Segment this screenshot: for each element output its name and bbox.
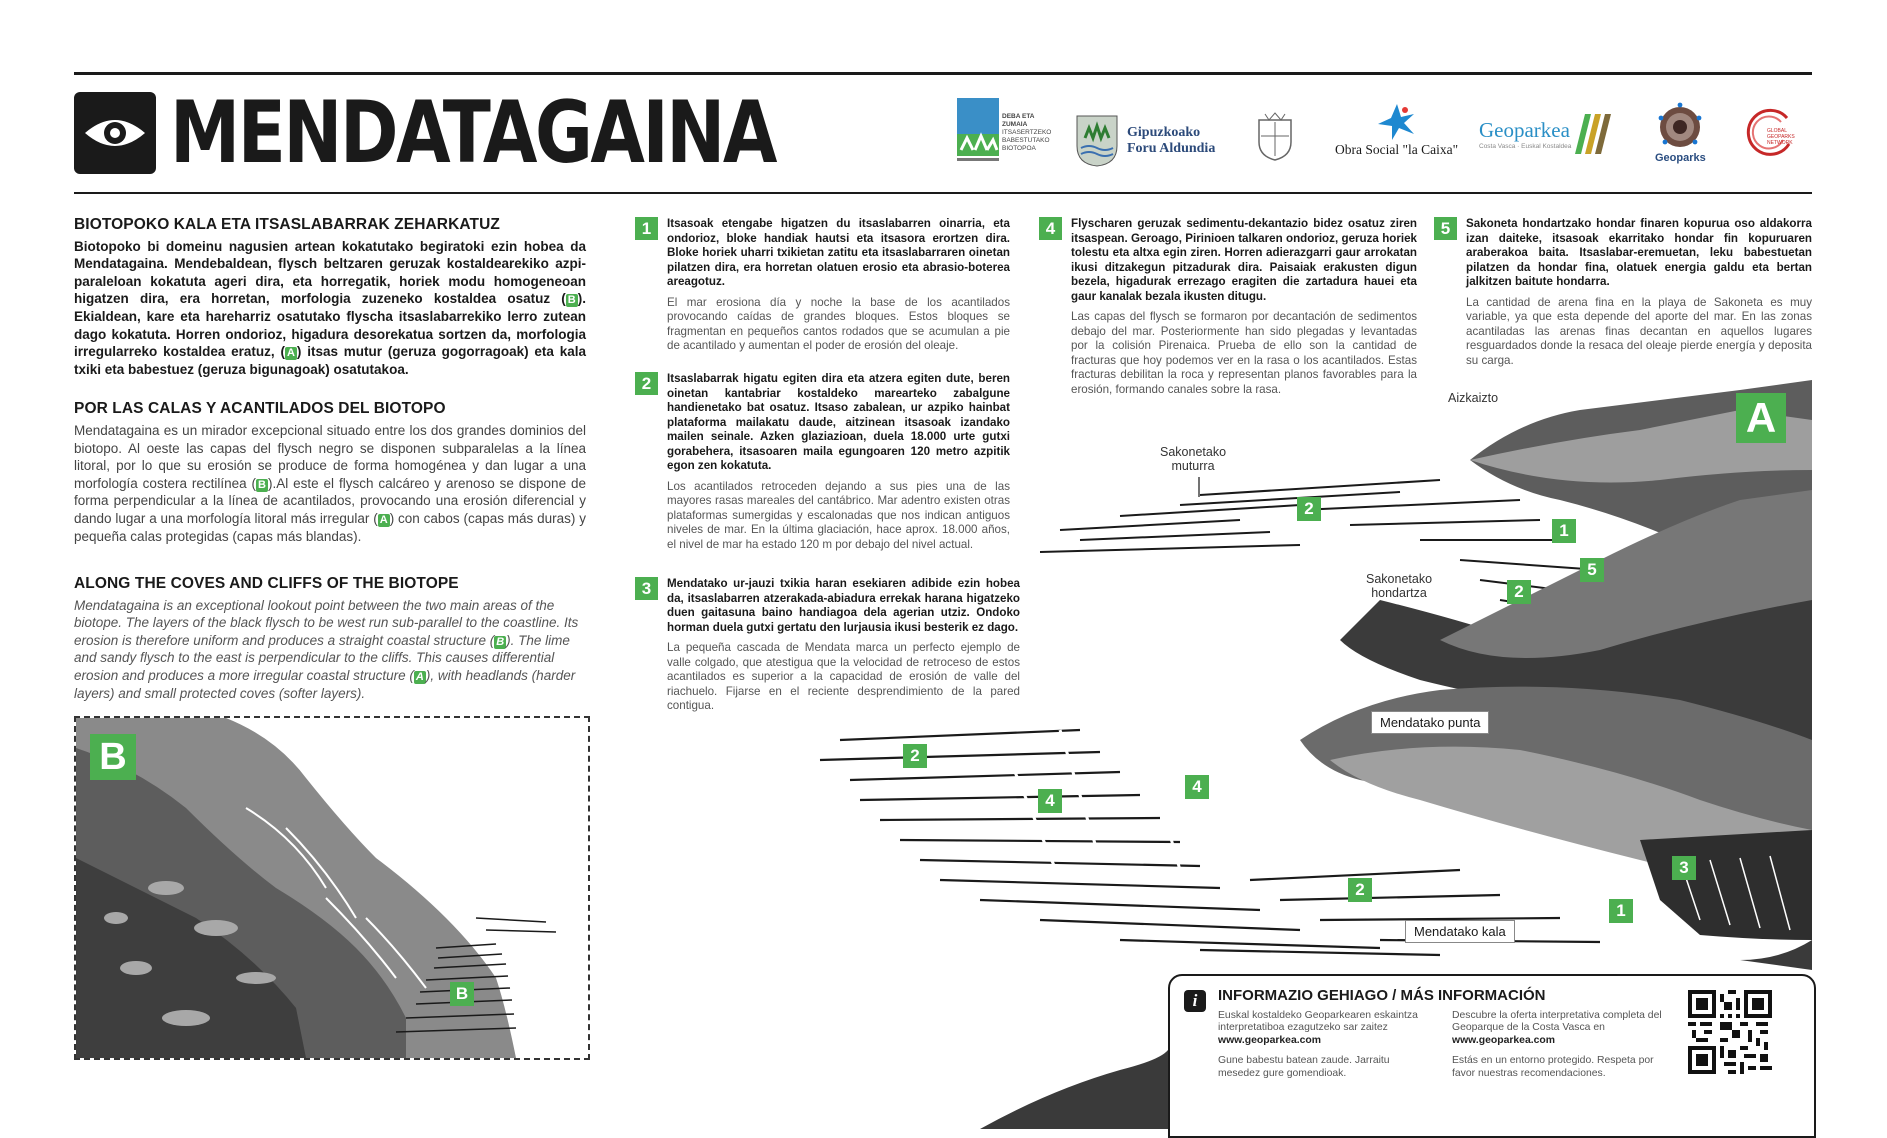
label-mendatako-kala: Mendatako kala	[1405, 920, 1515, 943]
item-number-badge: 1	[635, 217, 658, 240]
item-3	[641, 577, 1020, 714]
b-badge: B	[258, 478, 266, 491]
en-heading: ALONG THE COVES AND CLIFFS OF THE BIOTOPE	[74, 575, 459, 593]
inset-b-label: B	[90, 734, 136, 780]
eu-heading: BIOTOPOKO KALA ETA ITSASLABARRAK ZEHARKATUZ	[74, 216, 500, 233]
obra-social-text: Obra Social "la Caixa"	[1335, 142, 1459, 157]
info-link[interactable]: www.geoparkea.com	[1452, 1034, 1555, 1046]
item-eu-text: Flyscharen geruzak sedimentu-dekantazio bidez osatuz ziren itsaspean. Geroago, Pirinioen talkaren ondorioz, geruza horiek tolestu eta altxa egin ziren. Horren adierazgarri gaur arrokatan ikusi ditzakegun pitzadurak dira. Paisaiak erakusten digun bezela, higadurak errezago eragiten die zartadura hauei eta gaur kanalak bezala ikusten ditugu.	[1071, 217, 1417, 303]
logo-line: ZUMAIA	[1002, 121, 1028, 128]
b-badge: B	[567, 294, 576, 307]
logo-line: Gipuzkoako	[1127, 125, 1201, 140]
area-a-marker: A	[1736, 393, 1786, 443]
label-mendatako-punta: Mendatako punta	[1371, 711, 1489, 734]
map-marker-4: 4	[1038, 789, 1062, 813]
text-run: Biotopoko bi domeinu nagusien artean kokatutako begiratoki ezin hobea da Mendatagaina. Mendebaldean, flysch beltzaren geruzak kostaldearekiko azpi-paraleloan kokatuta ageri dira, eta horregatik, horiek modu homogeneoan higatzen dira, era horretan, morfologia zuzeneko kostaldea osatuz (	[74, 238, 586, 307]
info-title: INFORMAZIO GEHIAGO / MÁS INFORMACIÓN	[1218, 987, 1546, 1004]
map-marker-2: 2	[903, 744, 927, 768]
label-sakonetako-muturra	[1160, 445, 1226, 473]
item-es-text: Los acantilados retroceden dejando a sus pies una de las mayores rasas mareales del cantábrico. Mar adentro existen otras plataformas sumergidas y escalonadas que nos indican antiguos niveles de mar. En la última glaciación, hace aprox. 18.000 años, el nivel de mar ha estado 120 m por debajo del nivel actual.	[667, 479, 1010, 551]
info-link[interactable]: www.geoparkea.com	[1218, 1034, 1321, 1046]
item-4	[1045, 217, 1417, 397]
item-eu-text: Sakoneta hondartzako hondar finaren kopurua oso aldakorra izan daiteke, itsasoak ekarritako hondar fin kopuruaren araberakoa baita. Itsaslabar-eremuetan, leku babestuetan pilatzen da hondar fina, olatuek energia galdu eta bertan jalkitzen baitute hondarra.	[1466, 217, 1812, 288]
info-eu	[1218, 1010, 1434, 1080]
geoparks-text: Geoparks	[1655, 152, 1706, 164]
inset-b-marker: B	[450, 982, 474, 1006]
label-line: hondartza	[1371, 586, 1427, 600]
logo-line: BIOTOPOA	[1002, 145, 1036, 152]
map-marker-3: 3	[1672, 856, 1696, 880]
label-line: Sakonetako	[1160, 445, 1227, 459]
item-number-badge: 4	[1039, 217, 1062, 240]
text-run: Mendatagaina es un mirador excepcional situado entre los dos grandes dominios del biotopo. Al oeste las capas del flysch negro se disponen subparalelas a la línea litoral, por lo que su erosión se produce de forma homogénea y dan lugar a una morfología costera rectilínea (	[74, 422, 586, 491]
page-title: MENDATAGAINA	[170, 83, 775, 183]
item-2	[641, 372, 1010, 552]
item-1	[641, 217, 1010, 354]
item-number-badge: 5	[1434, 217, 1457, 240]
label-sakonetako-hondartza	[1366, 572, 1432, 600]
info-es	[1452, 1010, 1668, 1080]
a-badge: A	[379, 513, 388, 526]
logo-line: BABESTUTAKO	[1002, 137, 1050, 144]
text-run: ) con cabos (capas más duras) y pequeña calas protegidas (capas más blandas).	[74, 510, 586, 544]
map-marker-2: 2	[1507, 580, 1531, 604]
qr-code-icon[interactable]	[1688, 990, 1772, 1074]
item-5	[1440, 217, 1812, 368]
info-icon: i	[1184, 990, 1206, 1012]
item-es-text: La pequeña cascada de Mendata marca un perfecto ejemplo de valle colgado, que atestigua que la velocidad de retroceso de estos acantilados es superior a la capacidad de erosión de valle del riachuelo. Fijarse en el reciente desprendimiento de la pared contigua.	[667, 641, 1020, 712]
logo-line: ITSASERTZEKO	[1002, 129, 1052, 136]
map-marker-1: 1	[1609, 899, 1633, 923]
item-eu-text: Itsasoak etengabe higatzen du itsaslabarren oinarria, eta ondorioz, bloke handiak hautsi eta itsasora erortzen dira. Bloke horiek uharri txikietan zatitu eta itsaslabarraren oinetan pilatzen dira, era horretan olatuen erosio eta abrasio-boterea areagotuz.	[667, 217, 1010, 288]
info-text: Euskal kostaldeko Geoparkearen eskaintza interpretatiboa ezagutzeko sar zaitez	[1218, 1010, 1418, 1034]
item-eu-text: Itsaslabarrak higatu egiten dira eta atzera egiten dute, beren oinetan kantabriar kostaldeko marearteko zabalgune handienetako bat osatuz. Itsaso zabalean, ur azpiko hainbat plataforma mailakatu daude, aitzinean itsasoak izandako mailen seinale. Azken glaziazioan, duela 18.000 urte gutxi gorabehera, itsasoaren maila egungoaren 120 metro azpitik egon zen kokatuta.	[667, 372, 1010, 472]
gpn-text: GLOBAL GEOPARKS NETWORK	[1767, 128, 1795, 146]
a-badge: A	[415, 671, 424, 684]
item-eu-text: Mendatako ur-jauzi txikia haran esekiaren adibide ezin hobea da, itsaslabarren atzerakada-abiadura errekak harana higatzeko duen gaitasuna baino handiagoa dela agerian utziz. Ondoko horman duela gutxi gertatu den lurjausia ikusi besterik ez dago.	[667, 577, 1020, 634]
item-es-text: Las capas del flysch se formaron por decantación de sedimentos debajo del mar. Posteriormente han sido plegadas y levantadas por la colisión Pirenaica. Prueba de ello son la cantidad de fracturas que hoy podemos ver en la rasa o los acantilados. Estas fracturas debilitan la roca y representan planos favorables para la erosión, formando canales sobre la rasa.	[1071, 310, 1417, 396]
map-marker-2: 2	[1348, 878, 1372, 902]
map-marker-1: 1	[1552, 519, 1576, 543]
text-run: ) itsas mutur (geruza gogorragoak) eta kala txiki eta babestuez (geruza bigunagoak) osatutakoa.	[74, 344, 586, 377]
es-heading: POR LAS CALAS Y ACANTILADOS DEL BIOTOPO	[74, 400, 446, 418]
geoparkea-subtext: Costa Vasca · Euskal Kostaldea	[1479, 143, 1572, 150]
logo-line: DEBA ETA	[1002, 113, 1035, 120]
item-es-text: La cantidad de arena fina en la playa de Sakoneta es muy variable, ya que esta depende del aporte del mar. En las zonas acantiladas las arenas finas decantan en aquellos lugares resguardados donde la resaca del oleaje pierde energía y deposita su carga.	[1466, 295, 1812, 367]
info-text: Gune babestu batean zaude. Jarraitu mesedez gure gomendioak.	[1218, 1055, 1390, 1079]
label-aizkaizto: Aizkaizto	[1448, 391, 1499, 405]
label-line: Sakonetako	[1366, 572, 1433, 586]
map-marker-4: 4	[1185, 775, 1209, 799]
item-number-badge: 2	[635, 372, 658, 395]
info-text: Estás en un entorno protegido. Respeta por favor nuestras recomendaciones.	[1452, 1055, 1654, 1079]
a-badge: A	[286, 347, 295, 360]
info-text: Descubre la oferta interpretativa completa del Geoparque de la Costa Vasca en	[1452, 1010, 1662, 1034]
label-line: muturra	[1171, 459, 1215, 473]
logo-line: Foru Aldundia	[1127, 141, 1216, 156]
text-run: ). Ekialdean, kare eta hareharriz osatutako flyscha itsaslabarrekiko lerro zutean dago kokatuta. Horren ondorioz, higadura desorekatua sortzen da, morfologia irregularreko kostaldea eratuz, (	[74, 291, 586, 360]
map-marker-2: 2	[1297, 497, 1321, 521]
text-run: ).Al este el flysch calcáreo y arenoso se dispone de forma perpendicular a la línea de acantilados, provocando una erosión diferencial y dando lugar a una morfología litoral más irregular (	[74, 475, 586, 526]
text-run: Mendatagaina is an exceptional lookout point between the two main areas of the biotope. The layers of the black flysch to be west run sub-parallel to the coastline. Its erosion is therefore uniform and produces a straight coastal structure (	[74, 597, 579, 648]
item-number-badge: 3	[635, 577, 658, 600]
item-es-text: El mar erosiona día y noche la base de los acantilados provocando caídas de grandes bloques. Estos bloques se fragmentan en pequeños cantos rodados que se acumulan a pie de acantilado y aumentan el poder de erosión del oleaje.	[667, 295, 1010, 352]
text-run: ). The lime and sandy flysch to the east is perpendicular to the cliffs. This causes differential erosion and produces a more irregular coastal structure (	[74, 632, 570, 684]
b-badge: B	[496, 635, 505, 648]
map-marker-5: 5	[1580, 558, 1604, 582]
info-box	[1168, 974, 1816, 1138]
geoparkea-text: Geoparkea	[1479, 118, 1570, 142]
text-run: ), with headlands (harder layers) and small protected coves (softer layers).	[74, 668, 576, 701]
